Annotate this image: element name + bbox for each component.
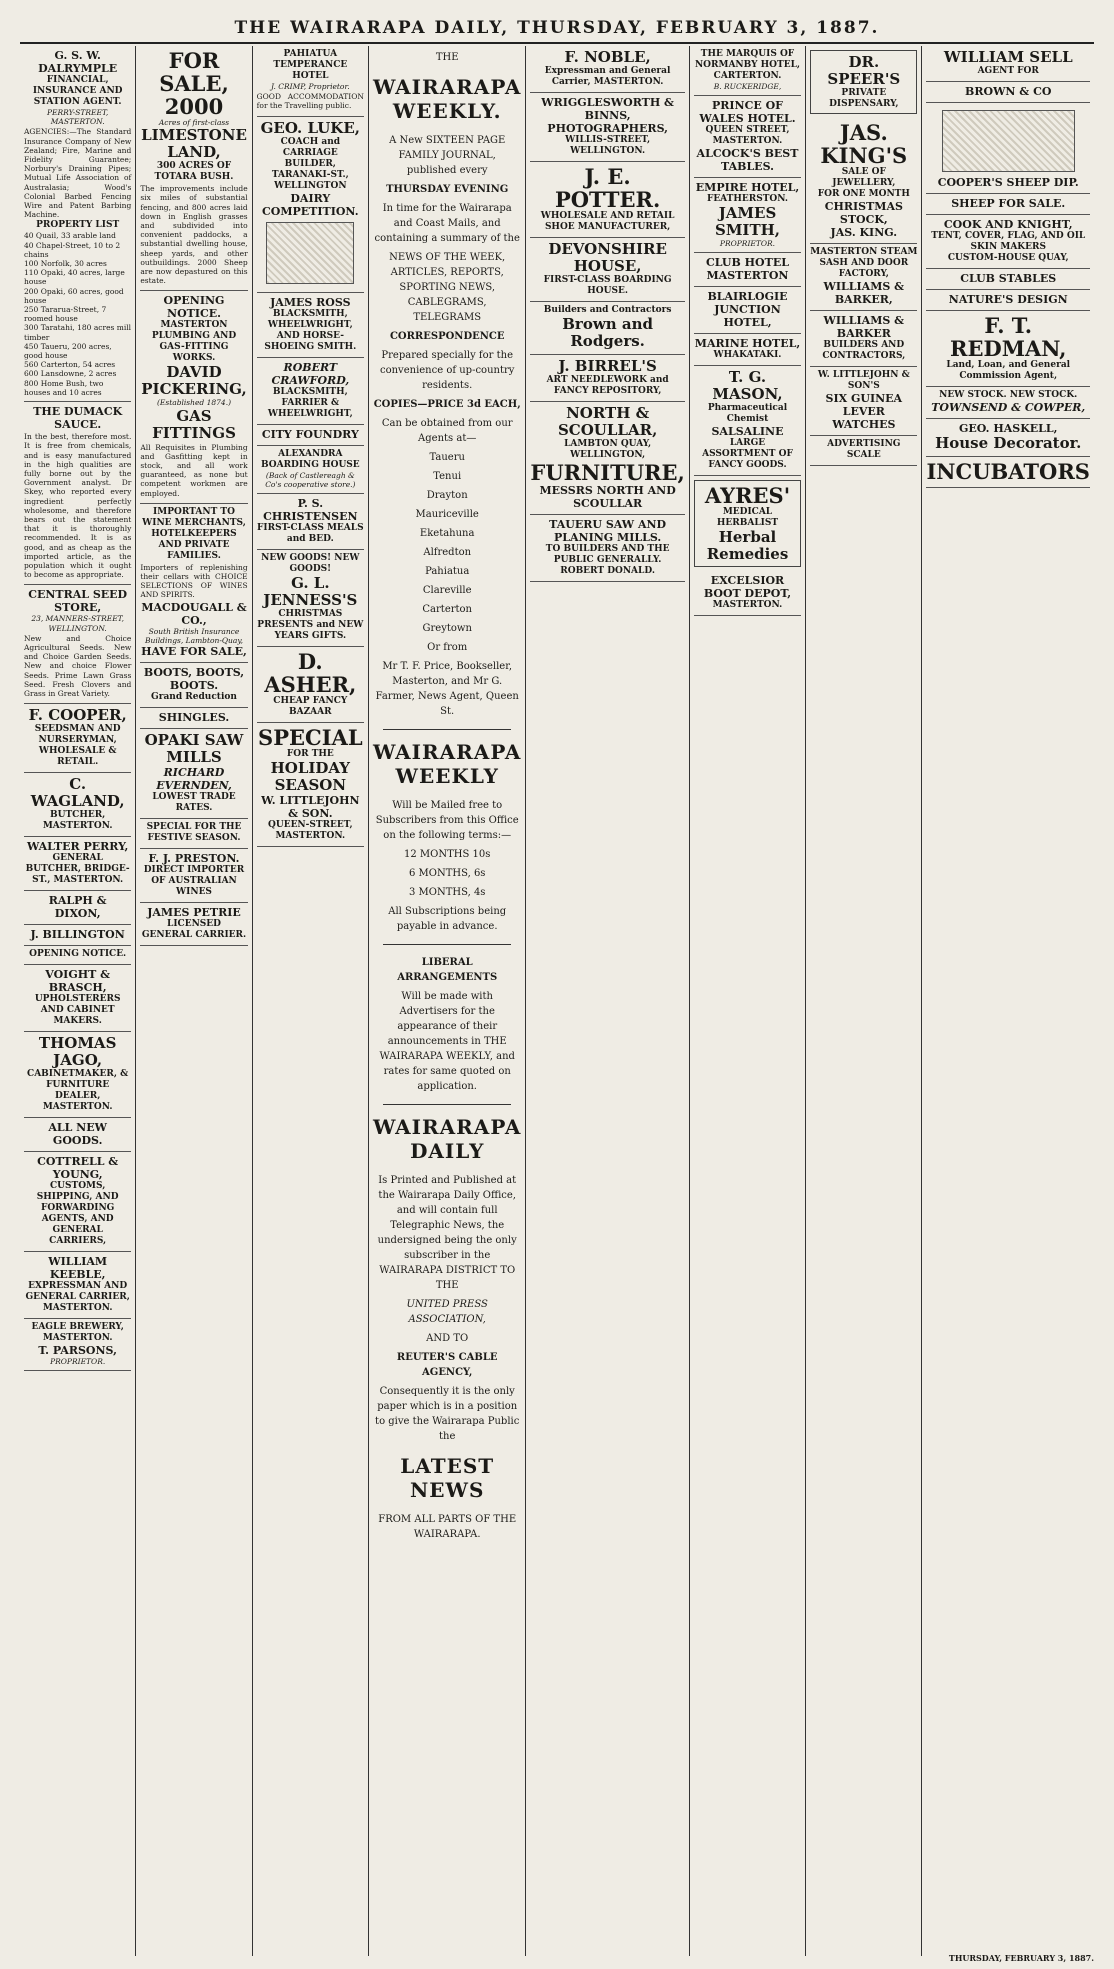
ad-subtitle: LAMBTON QUAY, WELLINGTON, [564,439,652,460]
divider [383,944,511,945]
ad-body: New and Choice Agricultural Seeds. New and Choice Garden Seeds. New and choice Flower Seeds. Prime Lawn Grass Seed. Fresh Clovers and Grass in Great Variety. [24,633,132,698]
ad-william-sell [926,46,1089,82]
column-5 [525,46,688,1956]
ad-title: CLUB STABLES [960,272,1057,285]
ad-subtitle: Grand Reduction [151,692,237,703]
ad-title: F. COOPER, [28,706,127,725]
ad-headline: LARGE ASSORTMENT OF FANCY GOODS. [702,438,793,471]
daily-and: AND TO [426,1333,469,1344]
ad-new-stock [926,387,1089,419]
weekly-line: COPIES—PRICE 3d EACH, [373,399,521,410]
agent-place: Drayton [426,490,468,501]
list-item: 40 Quail, 33 arable land [24,231,116,241]
ad-headline: MESSRS NORTH AND SCOULLAR [539,484,676,510]
ad-title: SHEEP FOR SALE. [951,197,1066,210]
subscription-text: All Subscriptions being payable in advance. [388,906,507,932]
column-1 [20,46,135,1956]
ad-body: GOOD ACCOMMODATION for the Travelling public. [256,92,364,111]
ad-wrigglesworth-binns [530,93,684,162]
subscription-term: 12 MONTHS 10s [404,849,491,860]
ad-club-hotel [694,253,801,287]
ad-title: COTTRELL & YOUNG, [37,1155,119,1182]
agent-place: Carterton [422,604,472,615]
ad-title: SHINGLES. [158,711,230,725]
column-7 [805,46,921,1956]
ad-dumack-sauce [24,402,131,585]
ad-central-seed-store [24,585,131,704]
ad-subtitle: GENERAL BUTCHER, BRIDGE-ST., MASTERTON. [25,853,130,886]
ad-ralph-dixon [24,891,131,925]
ad-subtitle: TO BUILDERS AND THE PUBLIC GENERALLY. [545,544,670,565]
ad-prince-of-wales [694,96,801,178]
ad-title: CITY FOUNDRY [261,427,359,441]
ad-title: F. J. PRESTON. [148,852,240,866]
daily-reuter: REUTER'S CABLE AGENCY, [396,1352,498,1378]
ad-subtitle: House Decorator. [935,434,1082,452]
ad-title: NATURE'S DESIGN [948,293,1068,306]
weekly-title: WAIRARAPA WEEKLY. [372,75,522,123]
ad-title: PRINCE OF WALES HOTEL. [699,99,796,126]
ad-title: NEW STOCK. NEW STOCK. [939,390,1078,400]
ad-number: 2000 [164,94,224,119]
ad-headline: HOLIDAY SEASON [270,759,351,795]
ad-title: J. BIRREL'S [558,357,657,375]
ad-walter-perry [24,837,131,891]
ad-signature: ROBERT DONALD. [560,566,655,576]
ad-natures-design [926,290,1089,311]
ad-subtitle: Land, Loan, and General Commission Agent, [946,360,1071,381]
ad-caption: South British Insurance Buildings, Lambton-Quay, [145,626,243,645]
ad-potter [530,162,684,238]
daily-body: Consequently it is the only paper which is in a position to give the Wairarapa Public the [375,1386,520,1442]
ad-littlejohn-watches [810,367,917,436]
agent-place: Alfredton [423,547,472,558]
ad-title: WALTER PERRY, [26,840,129,854]
ad-subtitle: (Back of Castlereagh & Co's cooperative store.) [265,470,356,489]
ad-title: COOPER'S SHEEP DIP. [937,176,1079,189]
ad-ayres [694,480,801,567]
ad-title: FOR SALE, [159,48,229,96]
ad-geo-luke [257,117,364,293]
sheep-illustration [942,110,1075,172]
ad-jas-king [810,118,917,244]
ad-incubators [926,457,1089,488]
ad-title: DR. SPEER'S [827,53,901,88]
ad-title: WRIGGLESWORTH & BINNS, PHOTOGRAPHERS, [541,96,674,135]
ad-title: BOOTS, BOOTS, BOOTS. [143,666,245,693]
ad-title: MASTERTON STEAM SASH AND DOOR FACTORY, [810,247,918,279]
ad-subtitle: EXPRESSMAN AND GENERAL CARRIER, MASTERTON. [25,1281,130,1314]
ad-headline: FURNITURE, [530,460,685,485]
carriage-illustration [266,222,354,284]
ad-subtitle: BLACKSMITH, WHEELWRIGHT, AND HORSE-SHOEING SMITH. [264,308,357,352]
agent-place: Greytown [422,623,472,634]
ad-robert-crawford [257,358,364,425]
ad-title: Brown and Rodgers. [562,315,653,350]
ad-title: JAS. KING'S [820,120,908,168]
daily-body: Is Printed and Published at the Wairarapa Daily Office, and will contain full Telegraphic News, the undersigned being the only subscriber in the WAIRARAPA DISTRICT TO THE [377,1175,517,1291]
ad-caption: FOR THE [286,749,334,760]
ad-headline: DAIRY COMPETITION. [262,191,359,218]
ad-subtitle: DIRECT IMPORTER OF AUSTRALIAN WINES [143,865,245,898]
ad-headline: HAVE FOR SALE, [141,645,247,659]
column-3 [252,46,368,1956]
ad-headline: MACDOUGALL & CO., [141,600,247,627]
ad-title: CLUB HOTEL MASTERTON [706,256,789,283]
ad-for-sale-land [140,46,247,291]
agent-place: Tenui [433,471,462,482]
ad-north-scoullar [530,402,684,515]
ad-body: In the best, therefore most. It is free from chemicals, and is easy manufactured in the high qualities are fully borne out by the Government analyst. Dr Skey, who reported every ingredient perfectly wholesome, and therefore bears out the statement that it is thoroughly recommended. It is as good, and as cheap as the imported article, as the population which it ought to become as appropriate. [24,432,132,580]
ad-title: W. LITTLEJOHN & SON'S [817,370,910,391]
agent-place: Taueru [429,452,465,463]
ad-empire-hotel [694,178,801,253]
ad-subtitle: FINANCIAL, INSURANCE AND STATION AGENT. [32,75,123,107]
ad-title: RALPH & DIXON, [48,894,107,921]
ad-subtitle: FIRST-CLASS BOARDING HOUSE. [543,275,672,296]
property-list [24,231,131,397]
list-item: 100 Norfolk, 30 acres [24,259,107,269]
weekly-line: NEWS OF THE WEEK, ARTICLES, REPORTS, SPORTING NEWS, CABLEGRAMS, TELEGRAMS [389,252,506,323]
divider [383,729,511,730]
ad-subtitle: COACH and CARRIAGE BUILDER, TARANAKI-ST., WELLINGTON [271,136,349,191]
ad-title: THE MARQUIS OF NORMANBY HOTEL, CARTERTON. [694,49,801,81]
ad-title: EXCELSIOR BOOT DEPOT, [703,574,792,601]
ad-subtitle: MASTERTON PLUMBING AND GAS-FITTING WORKS. [151,320,237,364]
weekly-line: Prepared specially for the convenience of up-country residents. [380,350,515,391]
column-8 [921,46,1093,1956]
agent-places [373,450,521,655]
list-item: 300 Taratahi, 180 acres mill timber [24,323,132,342]
liberal-body: Will be made with Advertisers for the appearance of their announcements in THE WAIRARAPA WEEKLY, and rates for same quoted on application. [379,991,515,1092]
ad-dalrymple [24,46,131,402]
ad-caption: (Established 1874.) [156,398,232,408]
ad-subtitle: CABINETMAKER, & FURNITURE DEALER, MASTERTON. [27,1069,129,1113]
ad-excelsior [694,571,801,616]
ad-title: TAUERU SAW AND PLANING MILLS. [549,518,667,544]
ad-wine-merchants [140,504,247,663]
ad-title: OPENING NOTICE. [29,949,127,960]
ad-wagland [24,773,131,837]
ad-title: OPENING NOTICE. [163,294,225,321]
ad-title: VOIGHT & BRASCH, [45,968,111,995]
ad-title: INCUBATORS [926,459,1090,484]
ad-subtitle: FEATHERSTON. [706,194,789,205]
agent-place: Pahiatua [425,566,470,577]
ad-subtitle: BUTCHER, MASTERTON. [42,810,113,832]
ad-title: OPAKI SAW MILLS [144,731,244,767]
ad-title: JAMES ROSS [270,295,351,309]
liberal-title: LIBERAL ARRANGEMENTS [397,957,498,983]
ad-subtitle: UPHOLSTERERS AND CABINET MAKERS. [34,994,121,1027]
daily-ua: UNITED PRESS ASSOCIATION, [406,1299,488,1325]
ad-headline: LOWEST TRADE RATES. [152,792,236,814]
agent-place: Eketahuna [419,528,475,539]
ad-subtitle: SIX GUINEA LEVER WATCHES [825,392,903,431]
ad-title: CENTRAL SEED STORE, [28,588,128,615]
ad-marquis-normanby [694,46,801,96]
ad-title: SPECIAL FOR THE FESTIVE SEASON. [146,822,242,844]
ad-special-holiday [257,723,364,847]
property-list-title: PROPERTY LIST [36,220,120,231]
ad-title: SPECIAL [258,725,363,751]
footer-date: THURSDAY, FEBRUARY 3, 1887. [948,1953,1094,1963]
daily-from: FROM ALL PARTS OF THE WAIRARAPA. [378,1514,517,1540]
ad-title: ADVERTISING SCALE [827,439,901,460]
ad-title: THE DUMACK SAUCE. [33,405,123,432]
ad-signature: JAS. KING. [830,226,898,239]
ad-headline: CHRISTMAS STOCK, [824,200,903,226]
ad-brown-rodgers [530,302,684,355]
ad-subtitle: WILLIS-STREET, WELLINGTON. [565,135,651,156]
ad-festive-season [140,819,247,849]
weekly-line: In time for the Wairarapa and Coast Mails, and containing a summary of the [374,203,520,244]
ad-subtitle: WILLIAMS & BARKER, [823,280,905,306]
ad-address: QUEEN-STREET, MASTERTON. [268,820,353,842]
list-item: 600 Lansdowne, 2 acres [24,369,117,379]
ad-caption: FOR ONE MONTH [817,189,910,199]
agent-place: Or from [427,642,468,653]
ad-geo-haskell [926,419,1089,457]
ad-advertising-scale [810,436,917,466]
ad-subtitle: 300 ACRES OF TOTARA BUSH. [154,161,234,183]
ad-subtitle: TOWNSEND & COWPER, [931,401,1086,414]
ad-body: The improvements include six miles of substantial fencing, and 800 acres laid down in English grasses and subdivided into convenient paddocks, a substantial dwelling house, sheep yards, and other outbuildings. 2000 Sheep are now depastured on this estate. [140,184,248,286]
ad-caption: PROPRIETOR. [50,1357,106,1367]
ad-blairlogie [694,287,801,334]
daily-latest: LATEST NEWS [400,1454,495,1502]
masthead: THE WAIRARAPA DAILY, THURSDAY, FEBRUARY 3, 1887. [20,18,1094,44]
list-item: 40 Chapel-Street, 10 to 2 chains [24,240,121,259]
ad-opening-notice [24,946,131,965]
ad-subtitle: SALE OF JEWELLERY, [832,167,896,188]
weekly-line: Mr T. F. Price, Bookseller, Masterton, and Mr G. Farmer, News Agent, Queen St. [375,661,519,717]
ad-title: EMPIRE HOTEL, [695,181,800,195]
ad-headline: DAVID PICKERING, [141,363,247,399]
ad-eagle-brewery [24,1319,131,1371]
list-item: 110 Opaki, 40 acres, large house [24,268,125,287]
ad-headline: GAS FITTINGS [152,406,236,442]
ad-club-stables [926,269,1089,290]
ad-subtitle: SEEDSMAN AND NURSERYMAN, WHOLESALE & RETAIL. [34,724,121,768]
weekly-line: A New SIXTEEN PAGE FAMILY JOURNAL, published every [389,135,506,176]
ad-james-petrie [140,903,247,946]
ad-jenness [257,550,364,647]
ad-cottrell-young [24,1152,131,1252]
ad-body: All Requisites in Plumbing and Gasfitting kept in stock, and all work guaranteed, as none but competent workmen are employed. [140,442,248,498]
ad-title: THOMAS JAGO, [38,1034,117,1070]
ad-title: WILLIAM SELL [943,48,1073,66]
ad-headline: SALSALINE [711,425,784,439]
list-item: 250 Tararua-Street, 7 roomed house [24,305,107,324]
ad-title: NORTH & SCOULLAR, [557,404,658,439]
ad-subtitle: WHOLESALE AND RETAIL SHOE MANUFACTURER, [540,211,675,232]
ad-subtitle: T. PARSONS, [38,1344,117,1358]
ad-cook-knight [926,215,1089,269]
ad-boots [140,663,247,708]
ad-title: P. S. CHRISTENSEN [263,497,358,524]
ad-d-asher [257,647,364,723]
ad-devonshire-house [530,238,684,302]
ad-thomas-jago [24,1032,131,1118]
ad-billington [24,925,131,946]
ad-headline: CHRISTMAS PRESENTS and NEW YEARS GIFTS. [257,609,364,642]
weekly-line: CORRESPONDENCE [389,331,505,342]
ad-headline: LIMESTONE LAND, [141,126,247,162]
ad-subtitle: BUILDERS AND CONTRACTORS, [822,340,906,361]
columns [20,46,1094,1956]
ad-address: CUSTOM-HOUSE QUAY, [947,253,1069,263]
subscription-text: Will be Mailed free to Subscribers from this Office on the following terms:— [375,800,519,841]
ad-subtitle: WHAKATAKI. [713,350,782,361]
ad-body: AGENCIES:—The Standard Insurance Company of New Zealand; Fire, Marine and Fidelity Guarantee; Norbury's Draining Pipes; Mutual Life Association of Australasia; Wood's Colonial Barbed Fencing Wire and Patent Barbing Machine. [24,127,132,220]
ad-alexandra-boarding [257,446,364,494]
ad-mason-chemist [694,366,801,476]
ad-birrel [530,355,684,402]
ad-subtitle: Builders and Contractors [543,305,672,315]
ad-subtitle: Pharmaceutical Chemist [707,403,788,425]
ad-subtitle: TENT, COVER, FLAG, AND OIL SKIN MAKERS [931,231,1086,252]
column-2 [135,46,251,1956]
ad-voight-brasch [24,965,131,1032]
ad-james-ross [257,293,364,358]
ad-william-keeble [24,1252,131,1319]
ad-title: GEO. HASKELL, [958,422,1058,435]
ad-title: ALL NEW GOODS. [48,1121,107,1148]
ad-title: COOK AND KNIGHT, [943,218,1073,231]
ad-shingles [140,708,247,729]
ad-title: BLAIRLOGIE JUNCTION HOTEL, [707,290,788,330]
weekly-line: THURSDAY EVENING [386,184,509,195]
divider [383,1104,511,1105]
ad-title: T. G. MASON, [712,368,783,404]
weekly-line: Can be obtained from our Agents at— [381,418,513,444]
ad-title: GEO. LUKE, [260,118,360,137]
ad-subtitle: BLACKSMITH, FARRIER & WHEELWRIGHT, [267,386,353,419]
ad-headline: Herbal Remedies [706,528,789,564]
ad-address: 23, MANNERS-STREET, WELLINGTON. [31,614,124,633]
ad-title: BROWN & CO [965,85,1052,98]
ad-title: F. NOBLE, [564,48,651,66]
ad-title: JAMES PETRIE [147,906,241,920]
ad-signature: W. LITTLEJOHN & SON. [261,794,360,821]
agent-place: Mauriceville [415,509,479,520]
ad-coopers-sheep-dip [926,103,1089,194]
ad-pahiatua-hotel [257,46,364,117]
ad-marine-hotel [694,334,801,366]
ad-sheep-for-sale [926,194,1089,215]
ad-taueru-mills [530,515,684,582]
ad-title: DEVONSHIRE HOUSE, [548,240,667,275]
ad-preston [140,849,247,903]
ad-body: Importers of replenishing their cellars with CHOICE SELECTIONS OF WINES AND SPIRITS. [140,562,248,600]
ad-title: F. T. REDMAN, [950,313,1067,361]
ad-christensen [257,494,364,550]
ad-title: D. ASHER, [264,649,357,698]
ad-subtitle: RICHARD EVERNDEN, [156,766,232,793]
ad-title: EAGLE BREWERY, MASTERTON. [31,1322,124,1344]
ad-title: MARINE HOTEL, [694,337,801,351]
column-6 [689,46,805,1956]
list-item: 560 Carterton, 54 acres [24,360,116,370]
ad-all-new-goods [24,1118,131,1152]
daily-title: WAIRARAPA DAILY [372,1115,522,1163]
ad-subtitle: MASTERTON. [712,600,783,611]
ad-title: WILLIAMS & BARKER [823,314,905,340]
ad-subtitle: LICENSED GENERAL CARRIER. [141,919,247,941]
ad-subtitle: CHEAP FANCY BAZAAR [273,696,348,718]
ad-subtitle: FIRST-CLASS MEALS and BED. [257,523,364,545]
ad-title: IMPORTANT TO WINE MERCHANTS, HOTELKEEPERS AND PRIVATE FAMILIES. [142,506,246,561]
weekly-the: THE [435,52,459,63]
ad-title: G. S. W. DALRYMPLE [38,49,118,75]
ad-subtitle: AGENT FOR [977,66,1039,76]
ad-opaki-saw-mills [140,729,247,819]
ad-subtitle: ART NEEDLEWORK and FANCY REPOSITORY, [546,375,669,396]
ad-f-noble [530,46,684,93]
ad-subtitle: MEDICAL HERBALIST [716,507,779,529]
ad-williams-barker [810,311,917,367]
ad-dr-speer [810,50,917,114]
ad-redman [926,311,1089,387]
ad-subtitle: Expressman and General Carrier, MASTERTON. [544,66,671,87]
ad-subtitle: PRIVATE DISPENSARY, [829,88,899,109]
ad-brown-co [926,82,1089,103]
ad-city-foundry [257,425,364,446]
ad-title: AYRES' [704,483,791,509]
list-item: 450 Taueru, 200 acres, good house [24,341,112,361]
ad-title: PAHIATUA TEMPERANCE HOTEL [273,49,348,81]
ad-subtitle: J. CRIMP, Proprietor. [271,82,350,91]
ad-title: C. WAGLAND, [30,775,125,811]
ad-opening-notice-2 [140,291,247,503]
ad-title: J. E. POTTER. [554,164,661,212]
ad-cooper [24,704,131,773]
ad-title: J. BILLINGTON [30,928,125,942]
ad-title: ROBERT CRAWFORD, [271,360,350,387]
ad-subtitle: B. RUCKERIDGE, [713,82,782,91]
ad-title: G. L. JENNESS'S [263,574,358,610]
ad-subtitle: QUEEN STREET, MASTERTON. [705,125,790,147]
subscription-term: 3 MONTHS, 4s [408,887,486,898]
ad-headline: ALCOCK'S BEST TABLES. [696,147,799,174]
ad-subtitle: NEW GOODS! NEW GOODS! [261,553,360,575]
subscription-title: WAIRARAPA WEEKLY [372,740,522,788]
ad-title: WILLIAM KEEBLE, [48,1255,108,1282]
ad-title: ALEXANDRA BOARDING HOUSE [260,448,360,470]
ad-address: PERRY-STREET, MASTERTON. [47,108,109,127]
column-4-wairarapa-weekly [368,46,525,1956]
ad-caption: Acres of first-class [158,118,230,127]
ad-headline: JAMES SMITH, [714,204,780,240]
list-item: 200 Opaki, 60 acres, good house [24,286,124,305]
subscription-term: 6 MONTHS, 6s [408,868,486,879]
ad-steam-sash [810,244,917,311]
ad-caption: PROPRIETOR. [719,239,776,249]
list-item: 800 Home Bush, two houses and 10 acres [24,378,104,397]
agent-place: Clareville [422,585,472,596]
ad-subtitle: CUSTOMS, SHIPPING, AND FORWARDING AGENTS, AND GENERAL CARRIERS, [36,1181,119,1247]
